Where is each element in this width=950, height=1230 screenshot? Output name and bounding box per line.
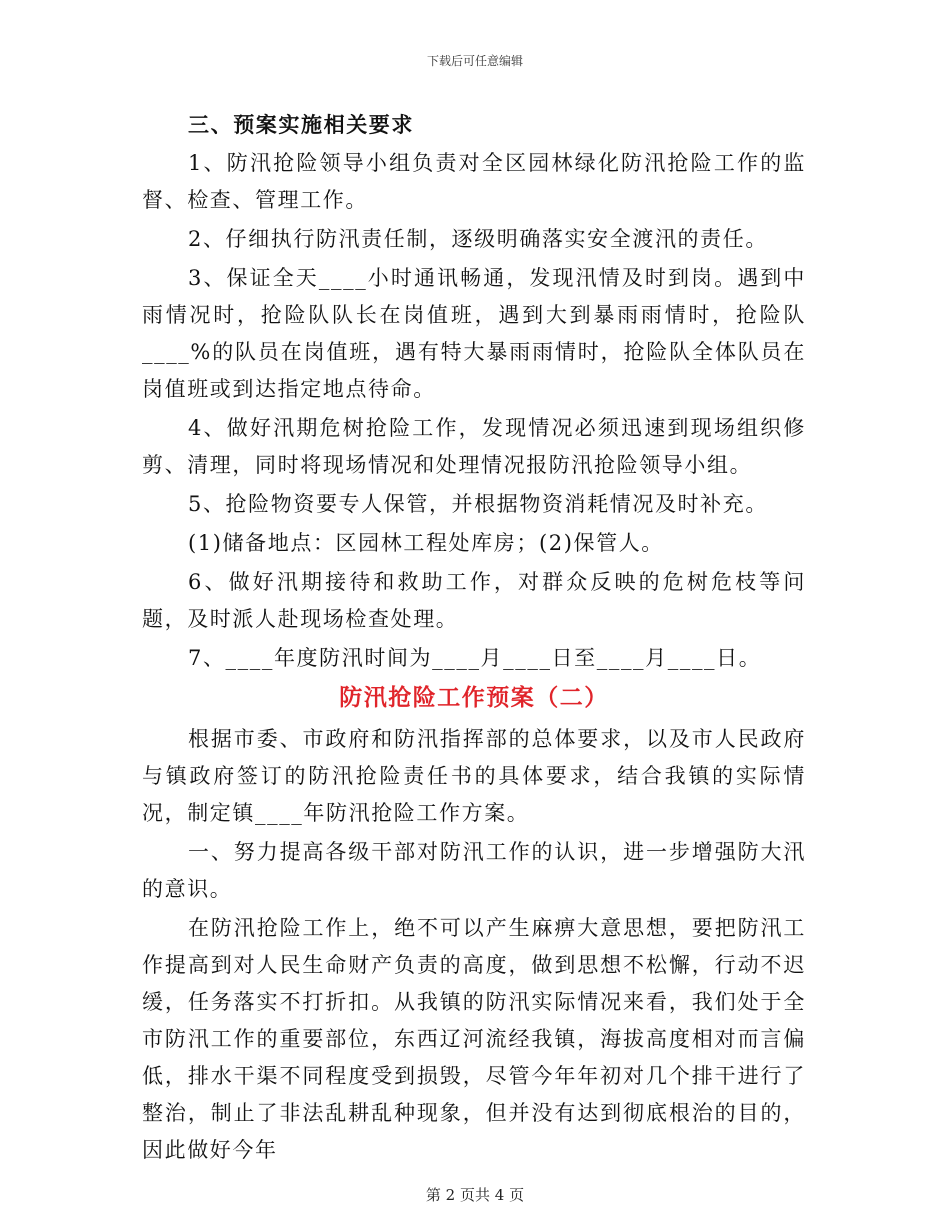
list-item: 4、做好汛期危树抢险工作，发现情况必须迅速到现场组织修剪、清理，同时将现场情况和处理情况报防汛抢险领导小组。 xyxy=(142,416,806,477)
paragraph: 一、努力提高各级干部对防汛工作的认识，进一步增强防大汛的意识。 xyxy=(142,840,806,901)
page-footer: 第 2 页共 4 页 xyxy=(425,1186,525,1204)
list-item: 7、____年度防汛时间为____月____日至____月____日。 xyxy=(188,646,762,670)
list-item: 5、抢险物资要专人保管，并根据物资消耗情况及时补充。 xyxy=(188,492,768,516)
page-header: 下载后可任意编辑 xyxy=(426,54,523,68)
list-item: 3、保证全天____小时通讯畅通，发现汛情及时到岗。遇到中雨情况时，抢险队队长在岗值班，遇到大到暴雨雨情时，抢险队____%的队员在岗值班，遇有特大暴雨雨情时，抢险队全体队员在岗值班或到达指定地点待命。 xyxy=(142,266,806,401)
document-body xyxy=(142,106,806,1171)
list-item: (1)储备地点：区园林工程处库房；(2)保管人。 xyxy=(188,531,664,555)
list-item: 1、防汛抢险领导小组负责对全区园林绿化防汛抢险工作的监督、检查、管理工作。 xyxy=(142,151,806,212)
list-item: 2、仔细执行防汛责任制，逐级明确落实安全渡汛的责任。 xyxy=(188,227,768,251)
list-item: 6、做好汛期接待和救助工作，对群众反映的危树危枝等问题，及时派人赴现场检查处理。 xyxy=(142,570,806,631)
document-title: 防汛抢险工作预案（二） xyxy=(339,684,609,711)
paragraph: 在防汛抢险工作上，绝不可以产生麻痹大意思想，要把防汛工作提高到对人民生命财产负责的高度，做到思想不松懈，行动不迟缓，任务落实不打折扣。从我镇的防汛实际情况来看，我们处于全市防汛工作的重要部位，东西辽河流经我镇，海拔高度相对而言偏低，排水干渠不同程度受到损毁，尽管今年年初对几个排干进行了整治，制止了非法乱耕乱种现象，但并没有达到彻底根治的目的，因此做好今年 xyxy=(142,916,806,1162)
paragraph: 根据市委、市政府和防汛指挥部的总体要求，以及市人民政府与镇政府签订的防汛抢险责任书的具体要求，结合我镇的实际情况，制定镇____年防汛抢险工作方案。 xyxy=(142,727,806,825)
section-heading: 三、预案实施相关要求 xyxy=(188,112,414,137)
